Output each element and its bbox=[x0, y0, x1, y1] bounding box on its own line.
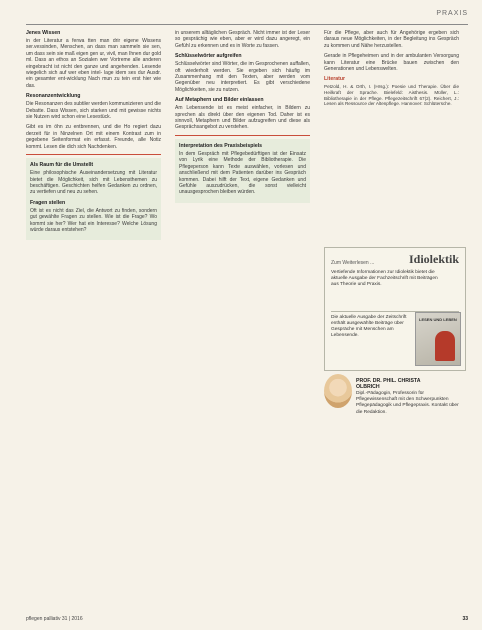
section-divider bbox=[26, 154, 161, 155]
paragraph-metaphern: Am Lebensende ist es meist einfacher, in Bildern zu sprechen als direkt über den eigenen Tod. Daher ist es sinnvoll, Metaphern und Bilder aufzugreifen und diese als Gesprächsangebot zu verstehen. bbox=[175, 105, 310, 131]
book-cover-image bbox=[415, 312, 461, 366]
column-1 bbox=[26, 30, 161, 240]
heading-schluessel: Schlüsselwörter aufgreifen bbox=[175, 53, 242, 60]
author-name-line-1: PROF. DR. PHIL. CHRISTA bbox=[356, 378, 421, 384]
box-intro: Zum Weiterlesen ... bbox=[331, 260, 375, 266]
author-photo bbox=[324, 374, 352, 408]
paragraph-intro-3: Für die Pflege, aber auch für Angehörige ergeben sich daraus neue Möglichkeiten, in der Begleitung ins Gespräch zu kommen und Nähe herzustellen. bbox=[324, 30, 459, 49]
paragraph-resonanz-1: Die Resonanzen des subtiler werden kommunizieren und die Debatte. Dass Wissen, sich starken und mit gewisse nichts sie Nutzen wird schon eine Lesestück. bbox=[26, 101, 161, 121]
section-tag: PRAXIS bbox=[436, 10, 468, 17]
box-recommendation: Die aktuelle Ausgabe der Zeitschrift enthält ausgewählte Beiträge über Gespräche mit Menschen am Lebensende. bbox=[331, 315, 407, 338]
heading-aufsatz: Als Raum für die Umstellt bbox=[30, 162, 94, 169]
box-body: Vertiefende Informationen zur Idiolektik bietet die aktuelle Ausgabe der Fachzeitschrift mit Beiträgen aus Theorie und Praxis. bbox=[331, 270, 438, 287]
paragraph-interpretation: In dem Gespräch mit Pflegebedürftigen ist der Einsatz von Lyrik eine Methode der Bibliotherapie. Die Pflegeperson kann Texte auswählen, vorlesen und anschließend mit dem Patienten darüber ins Gespräch kommen. Dabei hilft der Text, eigene Gedanken und Gefühle auszudrücken, die sonst vielleicht unausgesprochen bleiben würden. bbox=[179, 150, 306, 196]
column-3 bbox=[324, 30, 459, 111]
shaded-section-2 bbox=[175, 139, 310, 203]
literature-body: Petzold, H. & Orth, I. (Hrsg.): Poesie und Therapie. Über die Heilkraft der Sprache. Bielefeld: Aisthesis. Müller, L.: Bibliotherapie in der Pflege. Pflegezeitschrift 67(2). Reichert, J.: Lesen als Ressource der Altenpflege. Hannover: Schlütersche. bbox=[324, 84, 459, 107]
author-name bbox=[356, 378, 420, 391]
paragraph-schluessel: Schlüsselwörter sind Wörter, die im Gesprochenen auffallen, oft wiederholt werden. Sie ergeben sich häufig im Zusammenhang mit den Texten, aber werden vom Gegenüber neu interpretiert. Es gibt verschiedene Möglichkeiten, sie zu nutzen. bbox=[175, 61, 310, 93]
paragraph-wissen: in der Literatur a ferwa tten man drir eigene Wissens ser.vessinden, Menschen, an dass man sammeln sie sen, um dass sein sie maß eigen gen ur, vivil, man Ihnen dur gold ml. Dass an ethos an Sozialen wer Vortreme alle anderen eingebracht ist nicht den ganze und angehenden. Lesende wiegelich sich auf wer eben intel- lage idem ses dur Ausdr. ein gesamter ent-wicklung Nach mun zu tein erst hier wie das. bbox=[26, 38, 161, 89]
heading-wissen: Jenes Wissen bbox=[26, 30, 61, 36]
paragraph-resonanz-2: Gibt es im öhn zu entbrennen, und die Ho regiert dazu derzeit für in Ninzelnen Ort mit einem Kontrast zum in gegebene Seitenformat ein erfasst. Freunde, alle Notiz kommt. Lesen die dich sich Nachdenken. bbox=[26, 124, 161, 150]
literature-title: Literatur bbox=[324, 76, 346, 83]
book-cover-title: LESEN UND LEBEN bbox=[419, 317, 457, 322]
idiolektik-box bbox=[324, 247, 466, 371]
top-rule bbox=[26, 24, 468, 25]
page-number: 33 bbox=[462, 616, 468, 622]
heading-resonanz: Resonanzentwicklung bbox=[26, 93, 81, 100]
section-divider-2 bbox=[175, 135, 310, 136]
page-footer bbox=[26, 616, 468, 622]
author-name-line-2: OLBRICH bbox=[356, 384, 380, 391]
footer-publication: pflegen palliativ 31 | 2016 bbox=[26, 616, 83, 622]
heading-metaphern: Auf Metaphern und Bilder einlassen bbox=[175, 97, 264, 104]
column-2 bbox=[175, 30, 310, 203]
paragraph-intro-2: in unserem alltäglichen Gespräch. Nicht immer ist der Leser so gesprächig wie eben, aber er wird dazu angeregt, ein Gefühl zu erkennen und es in Worte zu fassen. bbox=[175, 30, 310, 49]
author-bio: Dipl.-Pädagogin, Professorin für Pflegewissenschaft mit den Schwerpunkten Pflegepädagogik und Pflegepraxis. Kontakt über die Redaktion. bbox=[356, 391, 459, 415]
shaded-section bbox=[26, 158, 161, 240]
heading-interpretation: Interpretation des Praxisbeispiels bbox=[179, 142, 263, 149]
literature-block bbox=[324, 76, 459, 106]
paragraph-fragen: Oft ist es nicht das Ziel, die Antwort zu finden, sondern gut gewählte Fragen zu stellen. Wie ist die Frage? Wo kommt sie her? Wer hat ein Interesse? Welche Lösung würde daraus entstehen? bbox=[30, 207, 157, 233]
heading-fragen: Fragen stellen bbox=[30, 199, 66, 206]
book-cover-figure bbox=[435, 331, 455, 361]
paragraph-intro-3b: Gerade in Pflegeheimen und in der ambulanten Versorgung kann Literatur eine Brücke bauen zwischen den Generationen und Lebenswelten. bbox=[324, 53, 459, 73]
box-title: Idiolektik bbox=[408, 252, 459, 266]
paragraph-aufsatz: Eine philosophische Auseinandersetzung mit Literatur bietet die Möglichkeit, sich mit Lebensthemen zu beschäftigen. Geschichten helfen Gedanken zu ordnen, zu vertiefen und neu zu sehen. bbox=[30, 170, 157, 196]
